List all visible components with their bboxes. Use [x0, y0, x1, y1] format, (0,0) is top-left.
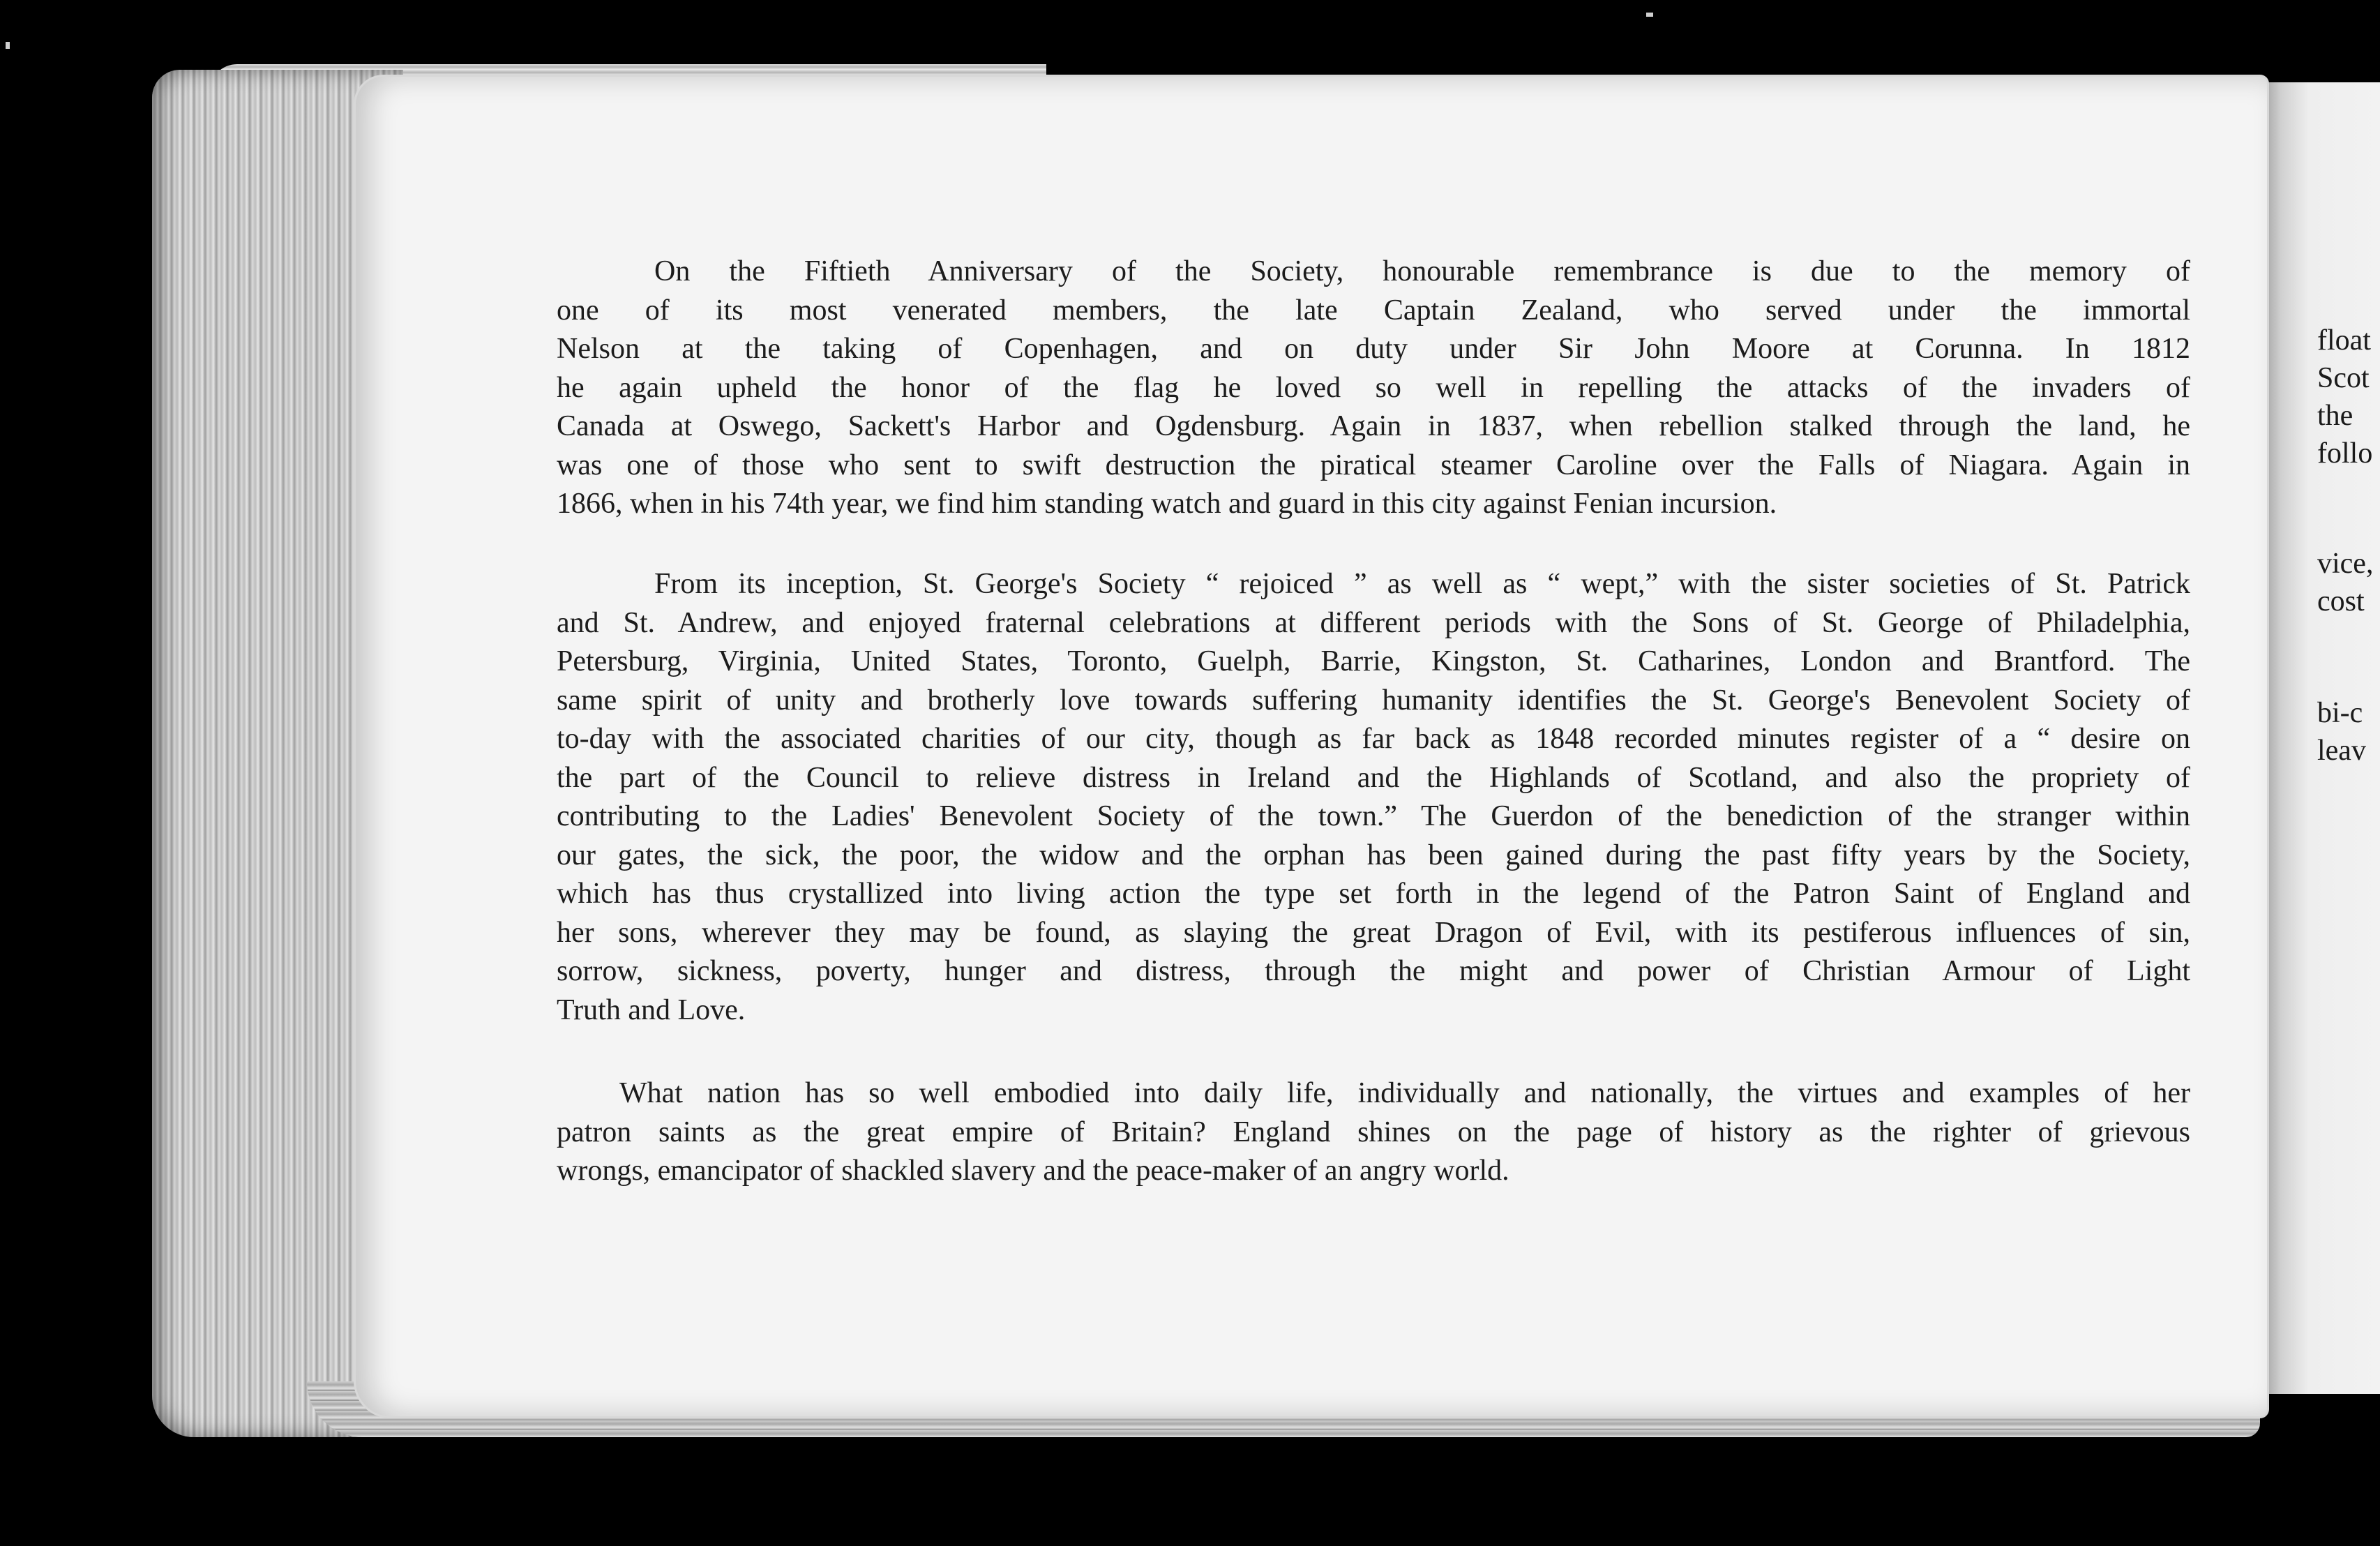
text-line: he again upheld the honor of the flag he loved so well in repelling the attacks of the invaders of — [557, 371, 2190, 404]
text-line: Petersburg, Virginia, United States, Toronto, Guelph, Barrie, Kingston, St. Catharines, London and Brantford. The — [557, 645, 2190, 677]
paragraph-fraternal-celebrations — [557, 565, 2190, 1030]
next-page-fragment: Scot — [2317, 362, 2370, 394]
text-line: Nelson at the taking of Copenhagen, and on duty under Sir John Moore at Corunna. In 1812 — [557, 333, 2190, 365]
text-line: our gates, the sick, the poor, the widow and the orphan has been gained during the past fifty years by the Society, — [557, 839, 2190, 871]
text-line: wrongs, emancipator of shackled slavery and the peace-maker of an angry world. — [557, 1155, 1509, 1187]
next-page-fragment: cost — [2317, 585, 2365, 617]
text-line: Canada at Oswego, Sackett's Harbor and Ogdensburg. Again in 1837, when rebellion stalked through the land, he — [557, 410, 2190, 442]
paragraph-patron-saints — [557, 1074, 2190, 1191]
text-line: What nation has so well embodied into daily life, individually and nationally, the virtues and examples of her — [619, 1077, 2190, 1109]
text-line: patron saints as the great empire of Britain? England shines on the page of history as the righter of grievous — [557, 1116, 2190, 1148]
text-line: the part of the Council to relieve distress in Ireland and the Highlands of Scotland, and also the propriety of — [557, 761, 2190, 794]
text-line: to-day with the associated charities of our city, though as far back as 1848 recorded minutes register of a “ desire on — [557, 723, 2190, 755]
next-page-fragment: float — [2317, 324, 2371, 357]
text-line: and St. Andrew, and enjoyed fraternal celebrations at different periods with the Sons of St. George of Philadelphia, — [557, 606, 2190, 639]
next-page-fragment: vice, — [2317, 548, 2374, 580]
scan-speck — [6, 42, 10, 49]
text-line: one of its most venerated members, the late Captain Zealand, who served under the immortal — [557, 294, 2190, 327]
next-page-fragment: the — [2317, 400, 2353, 432]
text-line: On the Fiftieth Anniversary of the Society, honourable remembrance is due to the memory of — [654, 255, 2190, 287]
text-line: same spirit of unity and brotherly love towards suffering humanity identifies the St. George's Benevolent Society of — [557, 684, 2190, 716]
text-line: contributing to the Ladies' Benevolent Society of the town.” The Guerdon of the benediction of the stranger within — [557, 800, 2190, 832]
scan-speck — [1646, 13, 1653, 17]
text-line: her sons, wherever they may be found, as slaying the great Dragon of Evil, with its pestiferous influences of sin, — [557, 916, 2190, 949]
next-page-fragment: leav — [2317, 735, 2366, 767]
next-page-fragment: bi-c — [2317, 697, 2363, 729]
paragraph-captain-zealand — [557, 253, 2190, 524]
text-line: sorrow, sickness, poverty, hunger and distress, through the might and power of Christian Armour of Light — [557, 955, 2190, 987]
text-line: Truth and Love. — [557, 993, 746, 1026]
text-line: which has thus crystallized into living action the type set forth in the legend of the Patron Saint of England and — [557, 878, 2190, 910]
next-page-fragment: follo — [2317, 437, 2373, 470]
text-line: From its inception, St. George's Society “ rejoiced ” as well as “ wept,” with the sister societies of St. Patrick — [654, 568, 2190, 600]
text-line: was one of those who sent to swift destruction the piratical steamer Caroline over the Falls of Niagara. Again in — [557, 449, 2190, 481]
text-line: 1866, when in his 74th year, we find him standing watch and guard in this city against Fenian incursion. — [557, 488, 1777, 520]
